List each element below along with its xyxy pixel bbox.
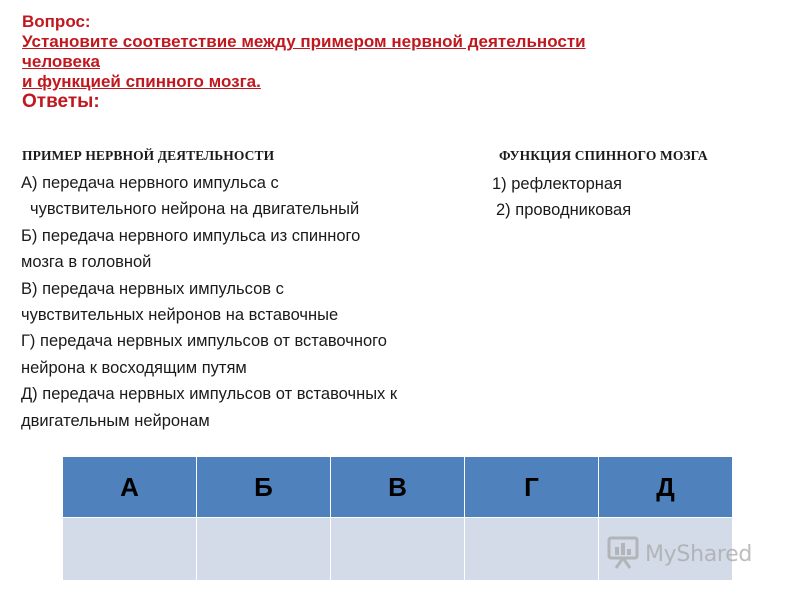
- function-reflex: 1) рефлекторная: [492, 175, 622, 193]
- example-b-line-1: Б) передача нервного импульса из спинного: [21, 226, 361, 245]
- example-d-line-1: Д) передача нервных импульсов от вставочных к: [21, 385, 398, 404]
- example-b-line-2: мозга в головной: [21, 253, 152, 272]
- watermark-text: MyShared: [645, 542, 753, 567]
- example-a-line-2: чувствительного нейрона на двигательный: [30, 200, 360, 219]
- question-label: Вопрос:: [22, 12, 91, 31]
- example-a-line-1: А) передача нервного импульса с: [21, 174, 279, 192]
- presentation-board-icon: [607, 534, 641, 575]
- example-d-line-2: двигательным нейронам: [21, 411, 210, 430]
- example-v-line-1: В) передача нервных импульсов с: [21, 279, 284, 298]
- answer-cell-a[interactable]: [63, 518, 197, 581]
- answer-cell-v[interactable]: [331, 518, 465, 581]
- left-column-header: ПРИМЕР НЕРВНОЙ ДЕЯТЕЛЬНОСТИ: [22, 148, 275, 163]
- example-v-line-2: чувствительных нейронов на вставочные: [21, 306, 339, 325]
- function-conductive: 2) проводниковая: [496, 201, 632, 219]
- answer-table-header-row: [63, 457, 733, 518]
- answer-header-g: Г: [465, 457, 599, 518]
- question-text-line-3: и функцией спинного мозга.: [22, 72, 261, 91]
- myshared-watermark: [607, 534, 752, 575]
- example-g-line-1: Г) передача нервных импульсов от вставочного: [21, 332, 387, 351]
- answer-cell-g[interactable]: [465, 518, 599, 581]
- answer-header-b: Б: [197, 457, 331, 518]
- answer-cell-b[interactable]: [197, 518, 331, 581]
- examples-list: [21, 170, 496, 434]
- example-g-line-2: нейрона к восходящим путям: [21, 358, 247, 377]
- question-block: [22, 12, 712, 112]
- question-text-line-1: Установите соответствие между примером нервной деятельности: [22, 32, 586, 51]
- question-text-line-2: человека: [22, 52, 100, 71]
- answer-header-v: В: [331, 457, 465, 518]
- answer-header-a: А: [63, 457, 197, 518]
- right-column-header: ФУНКЦИЯ СПИННОГО МОЗГА: [499, 148, 708, 163]
- answer-header-d: Д: [599, 457, 733, 518]
- answers-label: Ответы:: [22, 91, 100, 112]
